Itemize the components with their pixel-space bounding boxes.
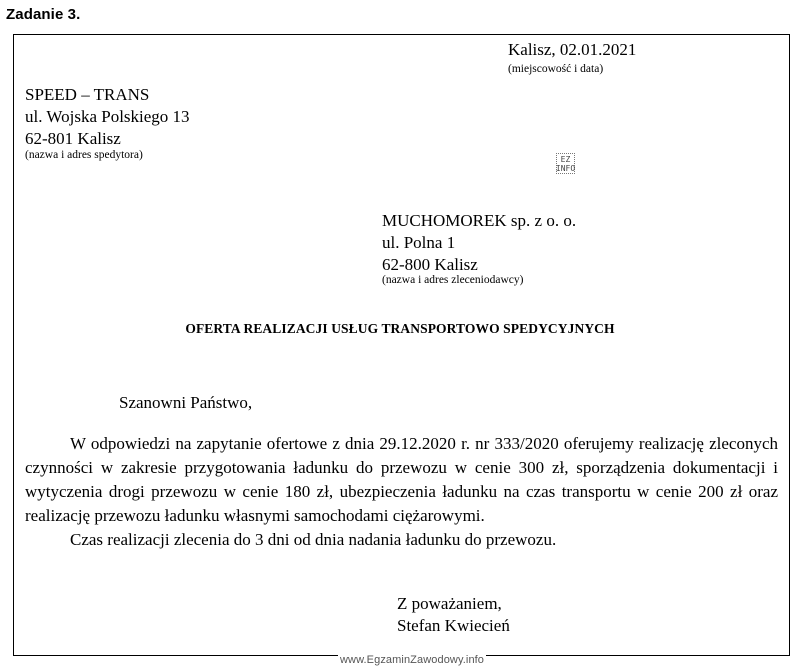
recipient-caption: (nazwa i adres zleceniodawcy) [382, 274, 524, 286]
sender-name: SPEED – TRANS [25, 85, 150, 104]
closing [397, 593, 510, 637]
body-paragraph-offer: W odpowiedzi na zapytanie ofertowe z dnia 29.12.2020 r. nr 333/2020 oferujemy realizację zleconych czynności w zakresie przygotowania ładunku do przewozu w cenie 300 zł, sporządzenia dokumentacji i wytyczenia drogi przewozu w cenie 180 zł, ubezpieczenia ładunku na czas transportu w cenie 200 zł oraz realizację przewozu ładunku własnymi samochodami ciężarowymi. [25, 434, 778, 525]
closing-regards: Z poważaniem, [397, 594, 502, 613]
sender-street: ul. Wojska Polskiego 13 [25, 107, 190, 126]
place-date-caption: (miejscowość i data) [508, 63, 604, 75]
letter-body [25, 432, 778, 552]
sender-caption: (nazwa i adres spedytora) [25, 149, 143, 161]
document-title: OFERTA REALIZACJI USŁUG TRANSPORTOWO SPEDYCYJNYCH [185, 321, 615, 336]
sender-city: 62-801 Kalisz [25, 129, 121, 148]
recipient-address [382, 210, 576, 276]
recipient-street: ul. Polna 1 [382, 233, 456, 252]
watermark: www.EgzaminZawodowy.info [340, 654, 485, 666]
recipient-name: MUCHOMOREK sp. z o. o. [382, 211, 577, 230]
task-heading: Zadanie 3. [6, 6, 81, 23]
stamp-line-2: INFO [555, 163, 576, 173]
body-paragraph-time: Czas realizacji zlecenia do 3 dni od dnia nadania ładunku do przewozu. [70, 530, 557, 549]
info-stamp-icon [556, 153, 575, 174]
signature-name: Stefan Kwiecień [397, 616, 510, 635]
sender-address [25, 84, 190, 150]
recipient-city: 62-800 Kalisz [382, 255, 478, 274]
stamp-line-1: EZ [560, 154, 571, 164]
place-date: Kalisz, 02.01.2021 [508, 40, 637, 59]
salutation: Szanowni Państwo, [119, 393, 253, 412]
